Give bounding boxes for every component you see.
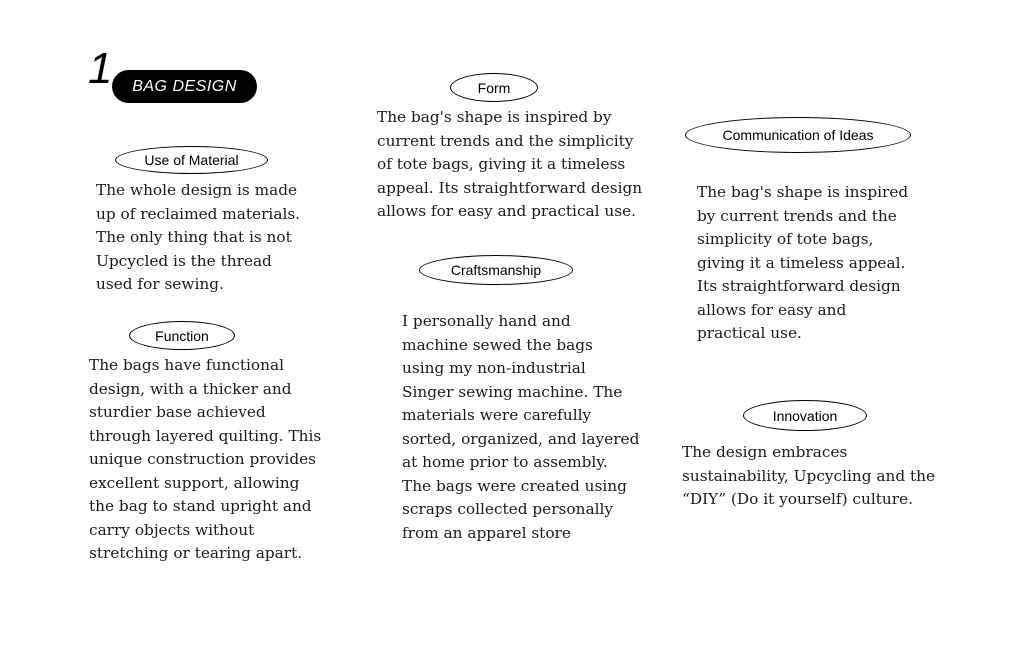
- innovation-heading: Innovation: [743, 400, 867, 431]
- communication-of-ideas-heading: Communication of Ideas: [685, 117, 911, 153]
- craftsmanship-text: I personally hand and machine sewed the bags using my non-industrial Singer sewing machine. The materials were carefully sorted, organized, and layered at home prior to assembly. The bags were created using scraps collected personally from an apparel store: [402, 312, 640, 542]
- section-number: 1: [88, 44, 113, 93]
- function-heading: Function: [129, 321, 235, 350]
- use-of-material-text: The whole design is made up of reclaimed materials. The only thing that is not Upcycled is the thread used for sewing.: [96, 181, 301, 293]
- innovation-text: The design embraces sustainability, Upcycling and the “DIY” (Do it yourself) culture.: [682, 443, 936, 508]
- communication-of-ideas-text: The bag's shape is inspired by current trends and the simplicity of tote bags, giving it a timeless appeal. Its straightforward design allows for easy and practical use.: [697, 183, 909, 342]
- form-text: The bag's shape is inspired by current trends and the simplicity of tote bags, giving it a timeless appeal. Its straightforward design allows for easy and practical use.: [377, 108, 643, 220]
- page-title: BAG DESIGN: [112, 70, 257, 103]
- use-of-material-heading: Use of Material: [115, 146, 268, 174]
- function-text: The bags have functional design, with a thicker and sturdier base achieved through layered quilting. This unique construction provides excellent support, allowing the bag to stand upright and carry objects without stretching or tearing apart.: [89, 356, 322, 562]
- form-heading: Form: [450, 73, 538, 102]
- craftsmanship-heading: Craftsmanship: [419, 255, 573, 285]
